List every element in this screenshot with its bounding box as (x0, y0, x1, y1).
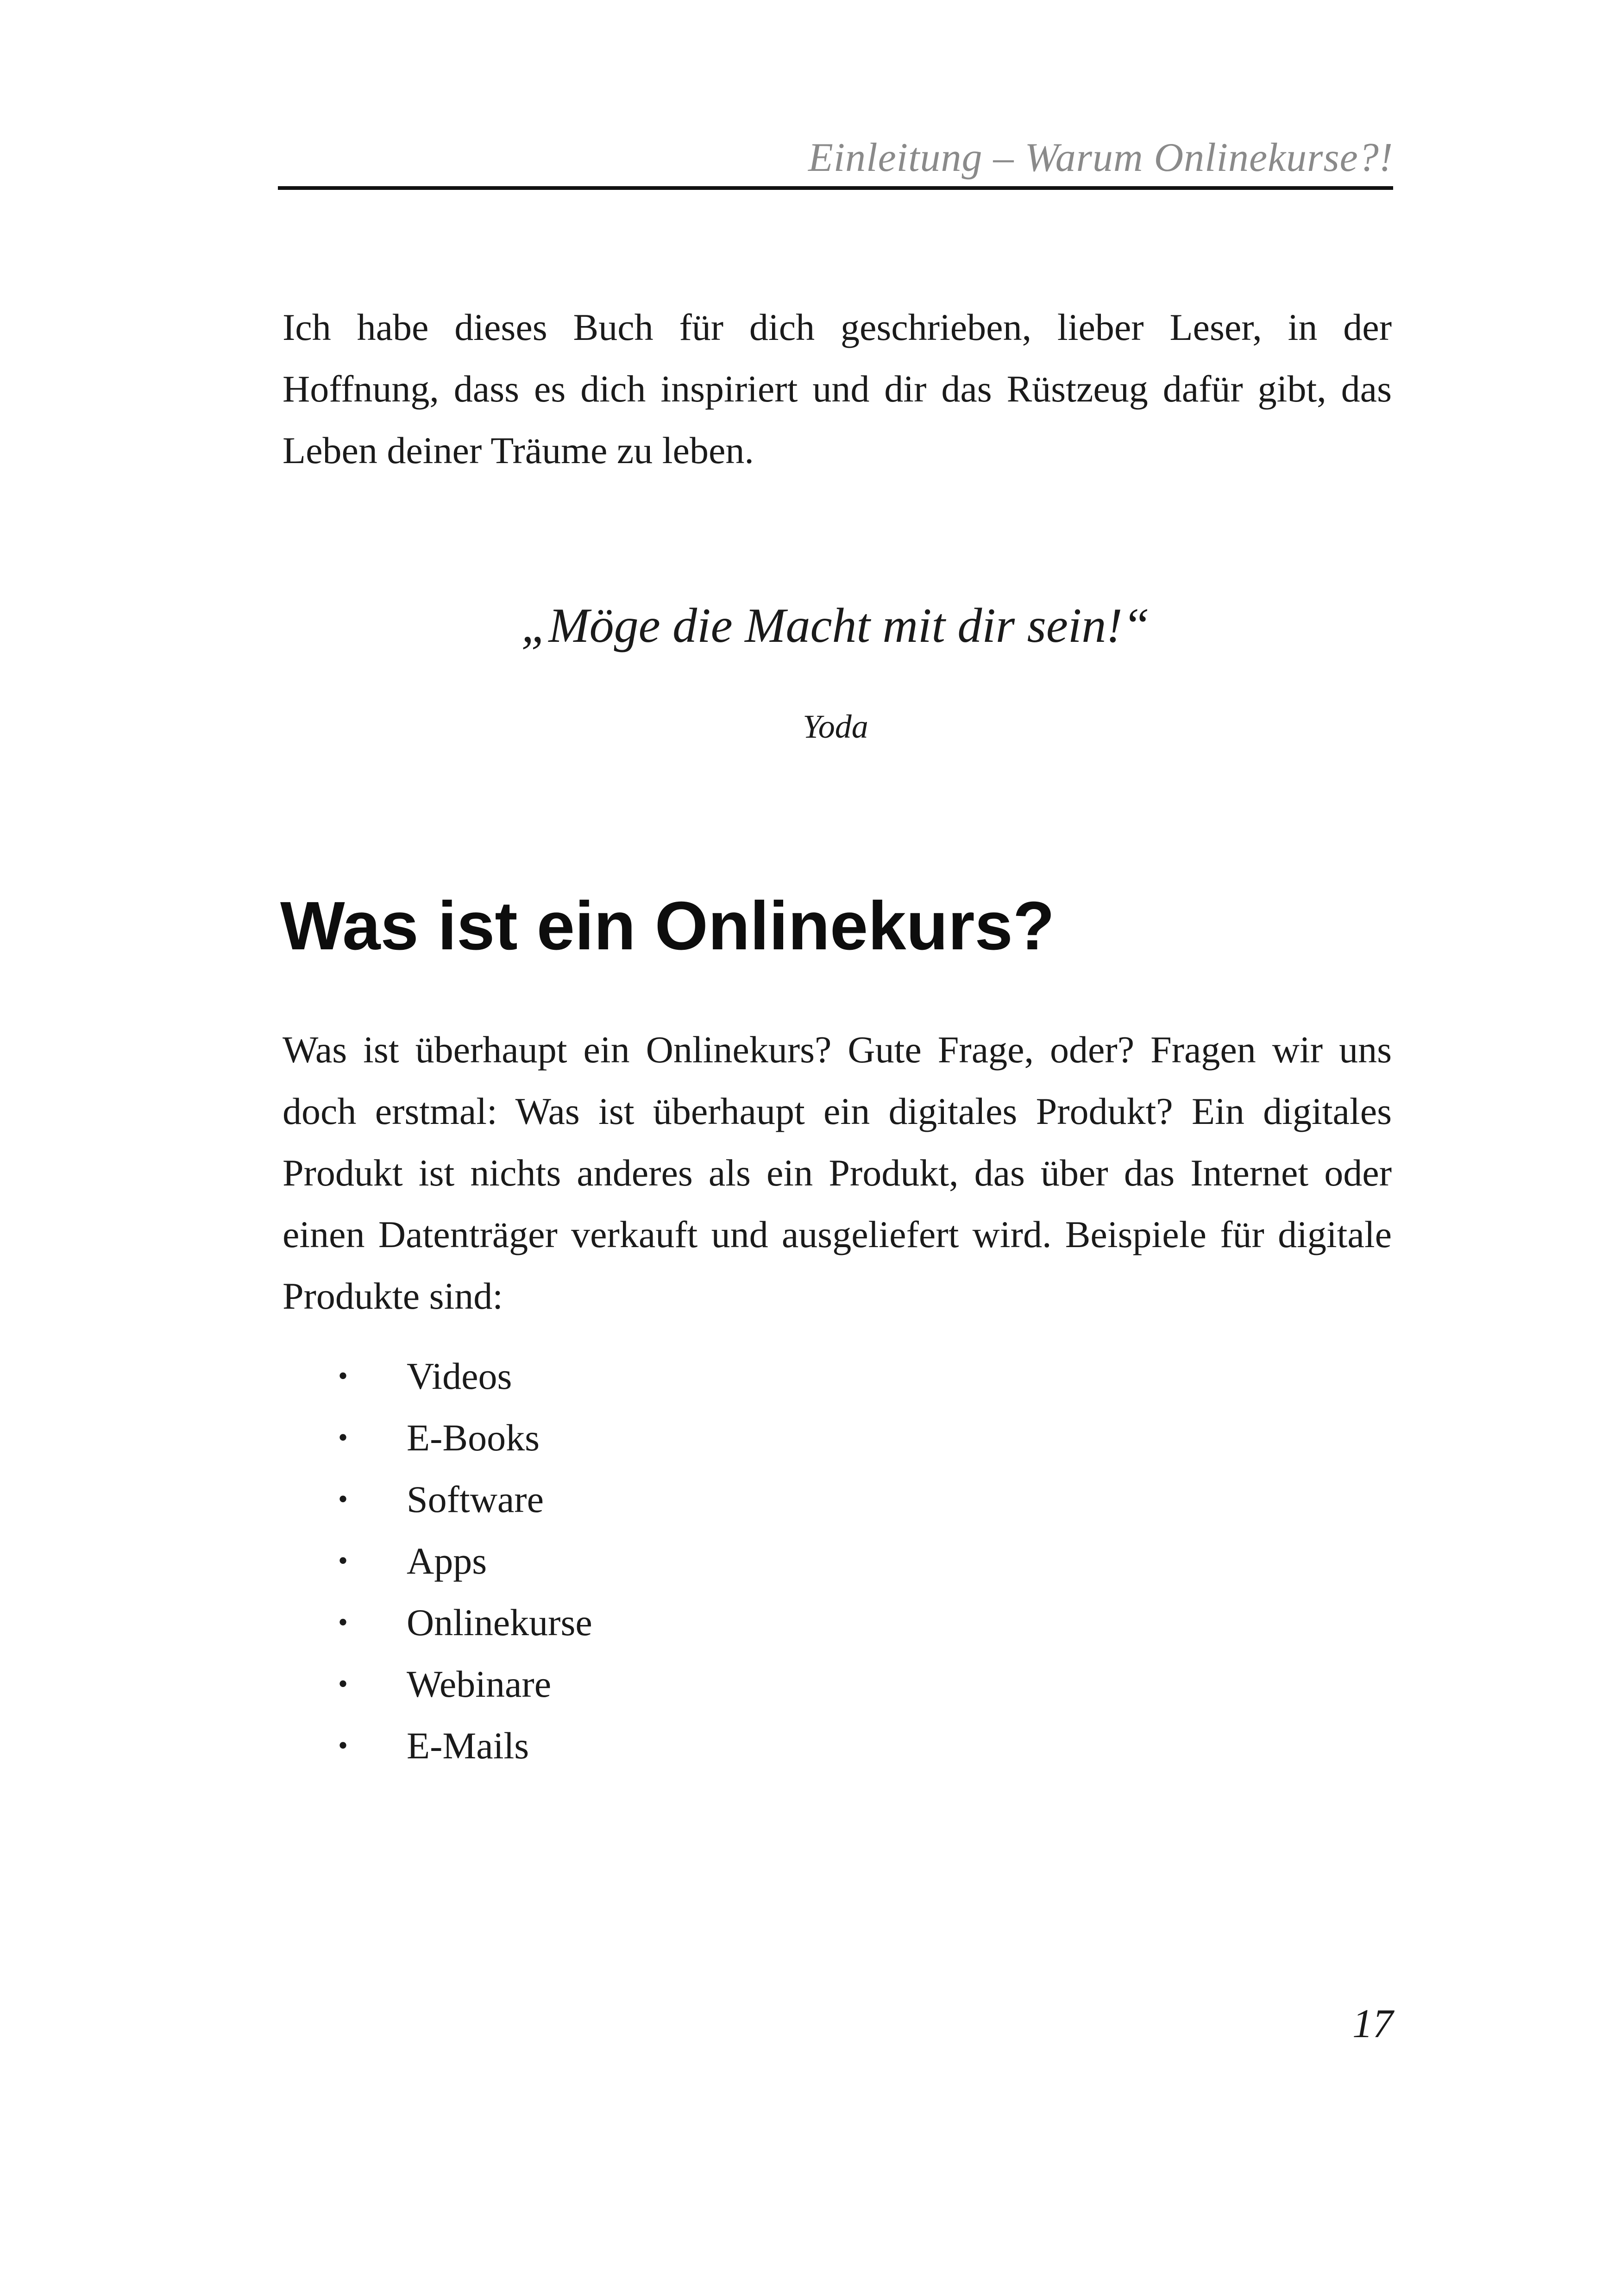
list-item-label: Apps (407, 1540, 487, 1582)
list-item-label: Videos (407, 1355, 512, 1397)
bullet-icon: • (338, 1422, 348, 1453)
intro-paragraph: Ich habe dieses Buch für dich geschrieben, lieber Leser, in der Hoffnung, dass es dich inspiriert und dir das Rüstzeug dafür gibt, das Leben deiner Träume zu leben. (283, 306, 1392, 471)
bullet-icon: • (338, 1545, 348, 1576)
bullet-icon: • (338, 1484, 348, 1514)
list-item-label: Onlinekurse (407, 1601, 592, 1644)
quote-author: Yoda (803, 708, 868, 745)
bullet-icon: • (338, 1730, 348, 1761)
list-item-label: E-Mails (407, 1725, 529, 1767)
section-paragraph: Was ist überhaupt ein Onlinekurs? Gute Frage, oder? Fragen wir uns doch erstmal: Was ist überhaupt ein digitales Produkt? Ein digitales Produkt ist nichts anderes als ein Produkt, das über das Internet oder einen Datenträger verkauft und ausgeliefert wird. Beispiele für digitale Produkte sind: (283, 1029, 1392, 1317)
page-number: 17 (1352, 2001, 1393, 2046)
list-item-label: Software (407, 1478, 544, 1520)
bullet-icon: • (338, 1361, 348, 1391)
bullet-icon: • (338, 1669, 348, 1699)
list-item-label: E-Books (407, 1417, 540, 1459)
list-item-label: Webinare (407, 1663, 552, 1705)
running-header-title: Einleitung – Warum Onlinekurse?! (808, 135, 1393, 180)
quote-text: „Möge die Macht mit dir sein!“ (521, 598, 1150, 652)
bullet-icon: • (338, 1607, 348, 1637)
header-rule (278, 186, 1393, 190)
section-heading: Was ist ein Onlinekurs? (280, 888, 1055, 964)
